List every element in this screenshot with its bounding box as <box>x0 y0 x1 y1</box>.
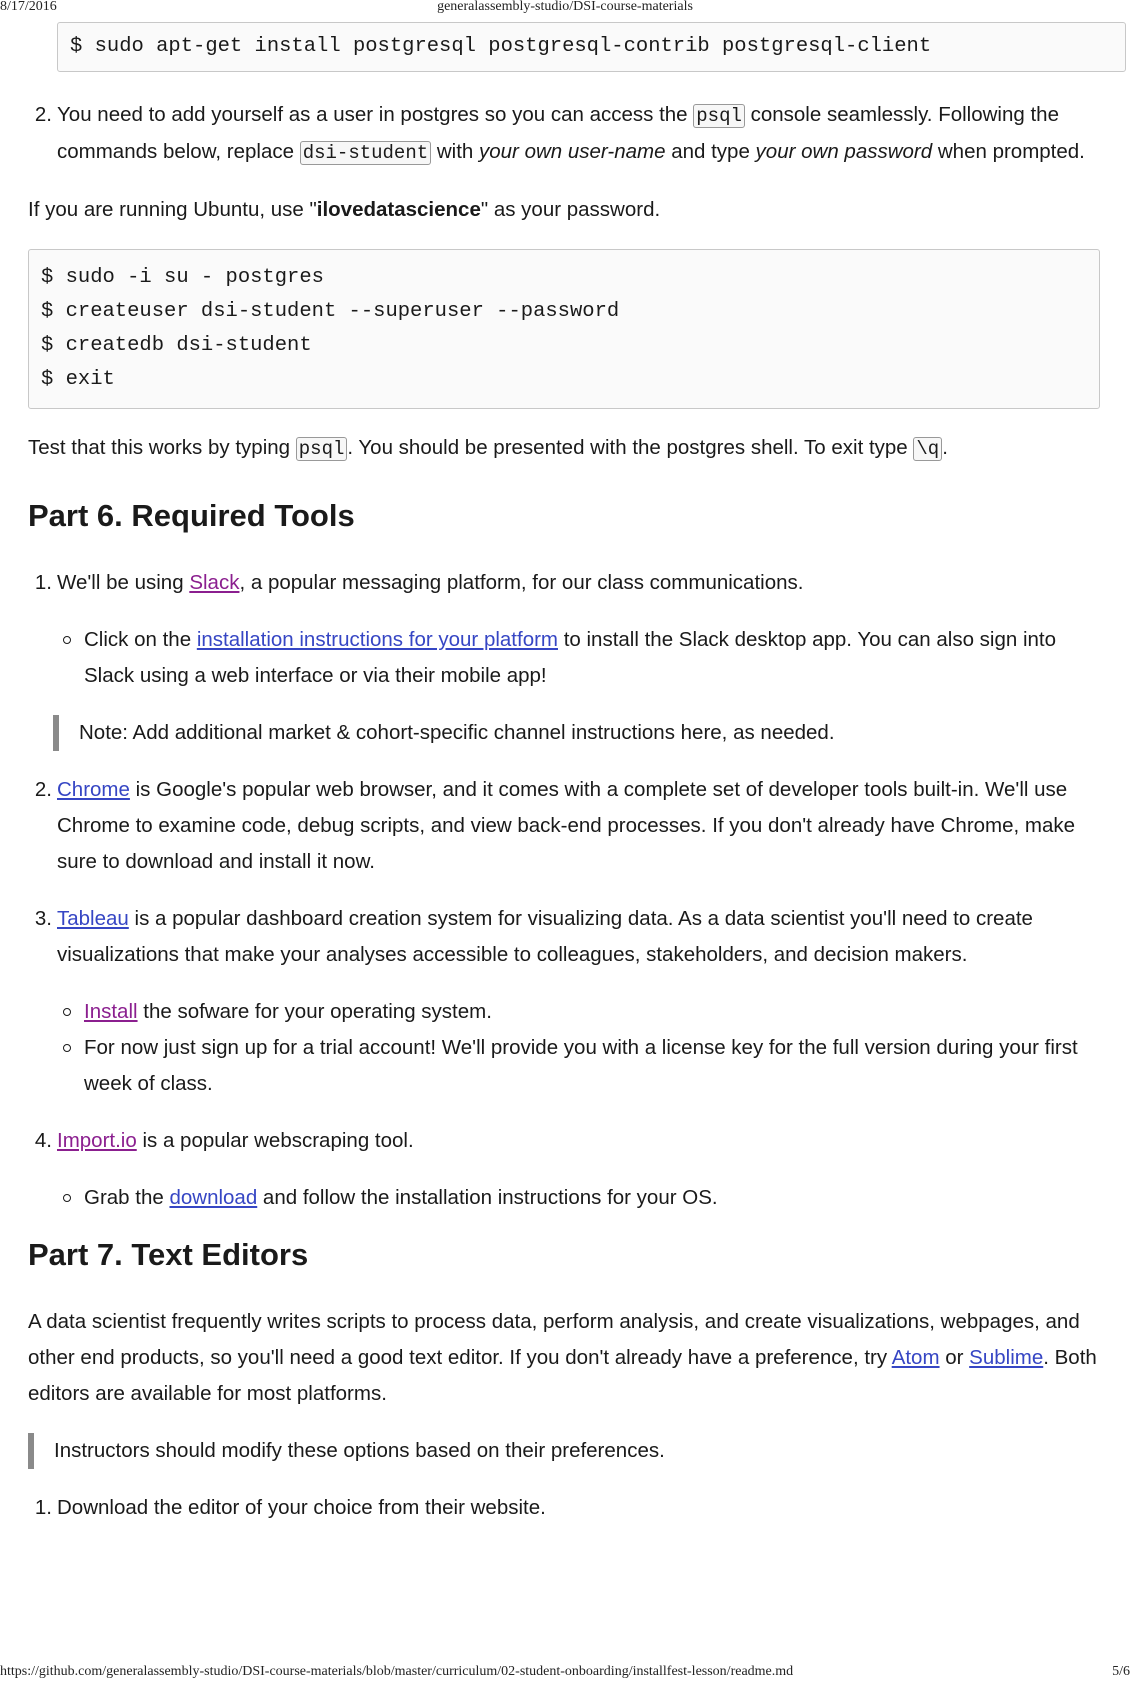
print-title: generalassembly-studio/DSI-course-materials <box>437 0 693 14</box>
note-text: Instructors should modify these options based on their preferences. <box>54 1439 665 1462</box>
note-text: If you are running Ubuntu, use " <box>28 198 317 221</box>
text-editors-intro <box>28 1304 1100 1412</box>
test-text: Test that this works by typing <box>28 436 296 459</box>
print-header <box>0 0 1130 16</box>
heading-part-6: Part 6. Required Tools <box>28 498 355 533</box>
sublime-link[interactable]: Sublime <box>969 1346 1044 1369</box>
item-text: Click on the <box>84 628 197 651</box>
list-number: 2. <box>34 103 52 126</box>
tableau-install-link[interactable]: Install <box>84 1000 138 1023</box>
emphasis-username: your own user-name <box>479 140 666 163</box>
emphasis-password: your own password <box>755 140 933 163</box>
atom-link[interactable]: Atom <box>891 1346 940 1369</box>
print-footer <box>0 1664 1130 1684</box>
inline-code-dsi-student: dsi-student <box>300 141 431 165</box>
ubuntu-note <box>28 192 1100 228</box>
required-tools-list <box>28 565 1100 1216</box>
inline-code-psql: psql <box>693 104 745 128</box>
list-item-slack-install <box>28 622 1100 694</box>
text-editor-steps <box>28 1490 1100 1526</box>
intro-text: A data scientist frequently writes scripts to process data, perform analysis, and create visualizations, webpages, and other end products, so you'll need a good text editor. If you don't already have a preference, try <box>28 1310 1080 1369</box>
test-text: . <box>942 436 948 459</box>
item-text: to install the Slack desktop app. You can also sign into Slack using a web interface or via their mobile app! <box>84 628 1057 687</box>
bullet-icon <box>63 636 71 644</box>
postgres-steps <box>28 97 1100 171</box>
step-text: console seamlessly. Following the commands below, replace <box>57 103 1059 163</box>
list-number: 4. <box>34 1129 52 1152</box>
step-text: You need to add yourself as a user in postgres so you can access the <box>57 103 694 126</box>
inline-code-quit: \q <box>913 437 942 461</box>
importio-link[interactable]: Import.io <box>57 1129 137 1152</box>
code-line: $ sudo apt-get install postgresql postgresql-contrib postgresql-client <box>70 35 932 58</box>
page-number: 5/6 <box>1112 1664 1130 1679</box>
blockquote <box>53 715 1100 751</box>
tableau-link[interactable]: Tableau <box>57 907 129 930</box>
list-number: 2. <box>34 778 52 801</box>
item-text: is a popular webscraping tool. <box>136 1129 414 1152</box>
item-text: the sofware for your operating system. <box>137 1000 492 1023</box>
list-item-tableau-trial <box>28 1030 1100 1102</box>
importio-download-link[interactable]: download <box>169 1186 258 1209</box>
intro-text: . Both editors are available for most platforms. <box>28 1346 1097 1405</box>
item-text: , a popular messaging platform, for our class communications. <box>239 571 804 594</box>
readme-content <box>28 22 1100 1526</box>
inline-code-psql: psql <box>296 437 348 461</box>
intro-text: or <box>939 1346 970 1369</box>
print-date: 8/17/2016 <box>0 0 57 14</box>
list-number: 1. <box>34 571 52 594</box>
item-text: is a popular dashboard creation system for visualizing data. As a data scientist you'll need to create visualizations that make your analyses accessible to colleagues, stakeholders, and decision makers. <box>57 907 1033 966</box>
print-url: https://github.com/generalassembly-studio/DSI-course-materials/blob/master/curriculum/02-student-onboarding/installfest-lesson/readme.md <box>0 1664 794 1679</box>
note-text: " as your password. <box>480 198 661 221</box>
code-block-install <box>57 22 1126 72</box>
item-text: is Google's popular web browser, and it comes with a complete set of developer tools built-in. We'll use Chrome to examine code, debug scripts, and view back-end processes. If you don't already have Chrome, make sure to download and install it now. <box>57 778 1076 873</box>
list-number: 3. <box>34 907 52 930</box>
list-item-slack <box>28 565 1100 601</box>
item-text: Grab the <box>84 1186 170 1209</box>
list-item-tableau <box>28 901 1100 973</box>
code-line: $ exit <box>41 368 115 391</box>
item-text: Download the editor of your choice from their website. <box>57 1496 546 1519</box>
list-item-tableau-install <box>28 994 1100 1030</box>
code-line: $ createdb dsi-student <box>41 334 312 357</box>
slack-install-instructions-link[interactable]: installation instructions for your platform <box>196 628 558 651</box>
code-line: $ createuser dsi-student --superuser --password <box>41 300 620 323</box>
test-paragraph <box>28 430 1100 467</box>
slack-link[interactable]: Slack <box>189 571 240 594</box>
instructors-note-quote <box>28 1433 1100 1469</box>
password-bold: ilovedatascience <box>316 198 481 221</box>
step-text: with <box>431 140 479 163</box>
bullet-icon <box>63 1008 71 1016</box>
test-text: . You should be presented with the postgres shell. To exit type <box>347 436 914 459</box>
item-text: For now just sign up for a trial account! We'll provide you with a license key for the full version during your first week of class. <box>84 1036 1078 1095</box>
slack-note-quote <box>28 715 1100 751</box>
list-item-step-2 <box>28 97 1100 171</box>
bullet-icon <box>63 1194 71 1202</box>
list-item-importio <box>28 1123 1100 1159</box>
list-number: 1. <box>34 1496 52 1519</box>
list-item-importio-download <box>28 1180 1100 1216</box>
code-line: $ sudo -i su - postgres <box>41 266 324 289</box>
item-text: We'll be using <box>57 571 190 594</box>
note-text: Note: Add additional market & cohort-specific channel instructions here, as needed. <box>79 721 835 744</box>
code-block-postgres <box>28 249 1100 409</box>
step-text: and type <box>665 140 756 163</box>
bullet-icon <box>63 1044 71 1052</box>
heading-part-7: Part 7. Text Editors <box>28 1237 309 1272</box>
chrome-link[interactable]: Chrome <box>57 778 130 801</box>
step-text: when prompted. <box>932 140 1085 163</box>
list-item-download-editor <box>28 1490 1100 1526</box>
list-item-chrome <box>28 772 1100 880</box>
item-text: and follow the installation instructions for your OS. <box>257 1186 718 1209</box>
